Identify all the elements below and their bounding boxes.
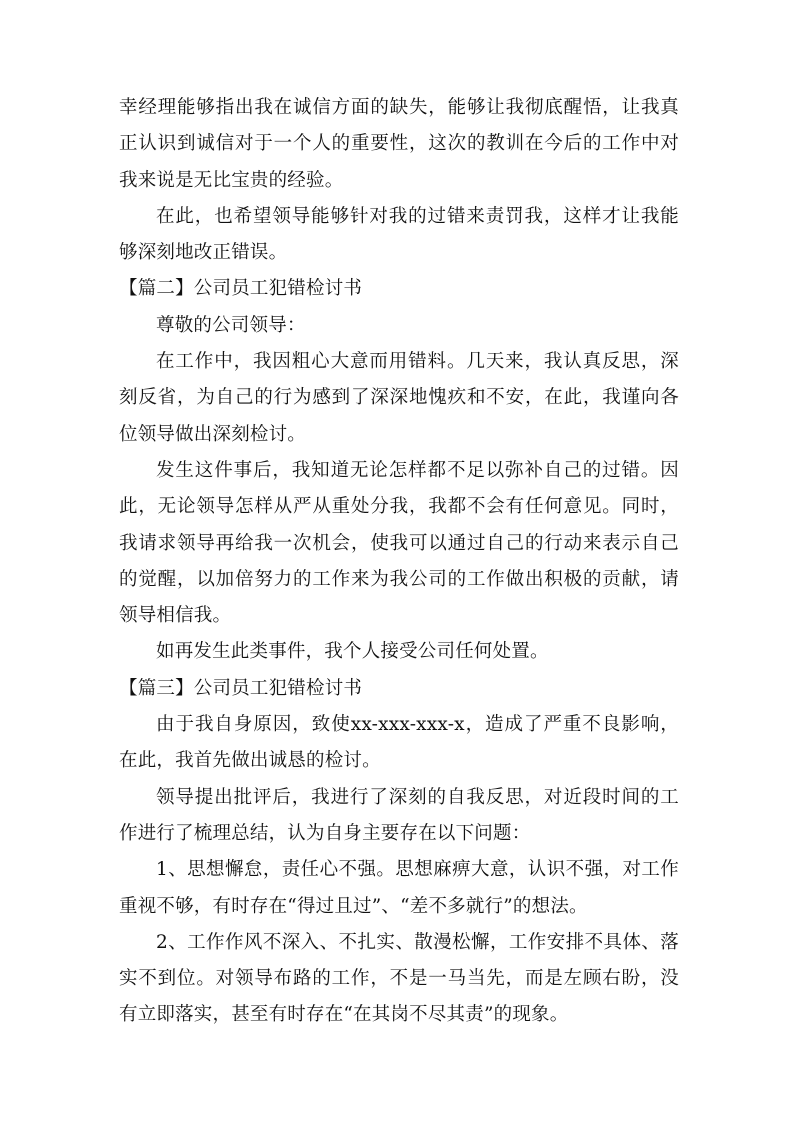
paragraph: 在工作中，我因粗心大意而用错料。几天来，我认真反思，深刻反省，为自己的行为感到了深深地愧疚和不安，在此，我谨向各位领导做出深刻检讨。 bbox=[119, 351, 679, 445]
list-item-2: 2、工作作风不深入、不扎实、散漫松懈，工作安排不具体、落实不到位。对领导布路的工作，不是一马当先，而是左顾右盼，没有立即落实，甚至有时存在“在其岗不尽其责”的现象。 bbox=[119, 931, 679, 1026]
section-heading-2: 【篇二】公司员工犯错检讨书 bbox=[119, 278, 363, 300]
document-body bbox=[119, 90, 679, 1034]
salutation: 尊敬的公司领导： bbox=[156, 314, 306, 336]
section-heading-3: 【篇三】公司员工犯错检讨书 bbox=[119, 677, 363, 699]
paragraph: 如再发生此类事件，我个人接受公司任何处置。 bbox=[156, 641, 549, 663]
list-item-1: 1、思想懈怠，责任心不强。思想麻痹大意，认识不强，对工作重视不够，有时存在“得过且过”、“差不多就行”的想法。 bbox=[119, 859, 679, 917]
paragraph: 发生这件事后，我知道无论怎样都不足以弥补自己的过错。因此，无论领导怎样从严从重处分我，我都不会有任何意见。同时，我请求领导再给我一次机会，使我可以通过自己的行动来表示自己的觉醒，以加倍努力的工作来为我公司的工作做出积极的贡献，请领导相信我。 bbox=[119, 459, 679, 627]
paragraph-continuation: 幸经理能够指出我在诚信方面的缺失，能够让我彻底醒悟，让我真正认识到诚信对于一个人的重要性，这次的教训在今后的工作中对我来说是无比宝贵的经验。 bbox=[119, 97, 679, 191]
paragraph: 领导提出批评后，我进行了深刻的自我反思，对近段时间的工作进行了梳理总结，认为自身主要存在以下问题： bbox=[119, 786, 679, 844]
paragraph: 由于我自身原因，致使xx-xxx-xxx-x，造成了严重不良影响，在此，我首先做出诚恳的检讨。 bbox=[119, 714, 679, 772]
paragraph: 在此，也希望领导能够针对我的过错来责罚我，这样才让我能够深刻地改正错误。 bbox=[119, 205, 679, 264]
